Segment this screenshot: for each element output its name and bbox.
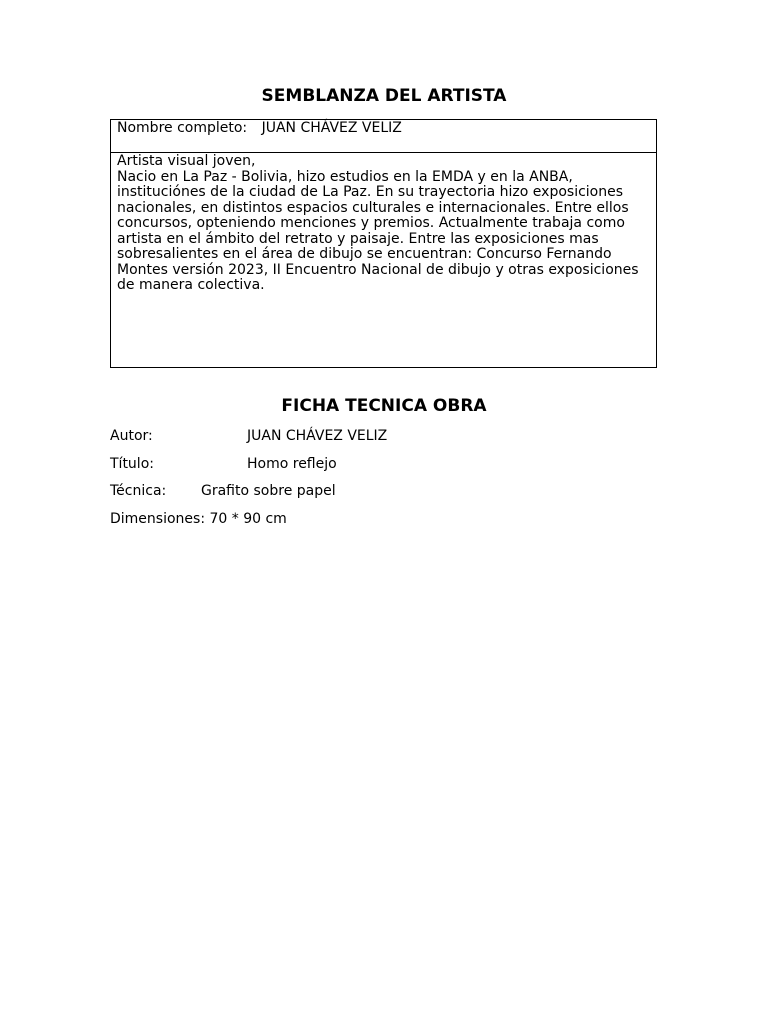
autor-label: Autor:: [110, 428, 153, 444]
spec-row-tecnica: [110, 483, 336, 499]
bio-cell: [111, 153, 656, 294]
spec-row-dimensiones: Dimensiones: 70 * 90 cm: [110, 511, 287, 527]
autor-value: JUAN CHÁVEZ VELIZ: [247, 428, 388, 444]
titulo-value: Homo reflejo: [247, 456, 337, 472]
titulo-label: Título:: [110, 456, 154, 472]
bio-paragraph: Nacio en La Paz - Bolivia, hizo estudios en la EMDA y en la ANBA, instituciónes de la ciudad de La Paz. En su trayectoria hizo exposiciones nacionales, en distintos espacios culturales e internacionales. Entre ellos concursos, opteniendo menciones y premios. Actualmente trabaja como artista en el ámbito del retrato y paisaje. Entre las exposiciones mas sobresalientes en el área de dibujo se encuentran: Concurso Fernando Montes versión 2023, II Encuentro Nacional de dibujo y otras exposiciones de manera colectiva.: [117, 168, 639, 293]
tecnica-label: Técnica:: [110, 483, 167, 499]
name-label: Nombre completo:: [117, 120, 248, 136]
ficha-title: FICHA TECNICA OBRA: [281, 396, 487, 416]
artist-bio-table: [110, 119, 657, 368]
tecnica-value: Grafito sobre papel: [201, 483, 336, 499]
name-row: [111, 120, 656, 153]
spec-row-autor: [110, 428, 388, 444]
name-value: JUAN CHÁVEZ VELIZ: [261, 120, 402, 136]
semblanza-title: SEMBLANZA DEL ARTISTA: [261, 86, 507, 106]
spec-row-titulo: [110, 456, 337, 472]
bio-intro: Artista visual joven,: [117, 153, 256, 169]
